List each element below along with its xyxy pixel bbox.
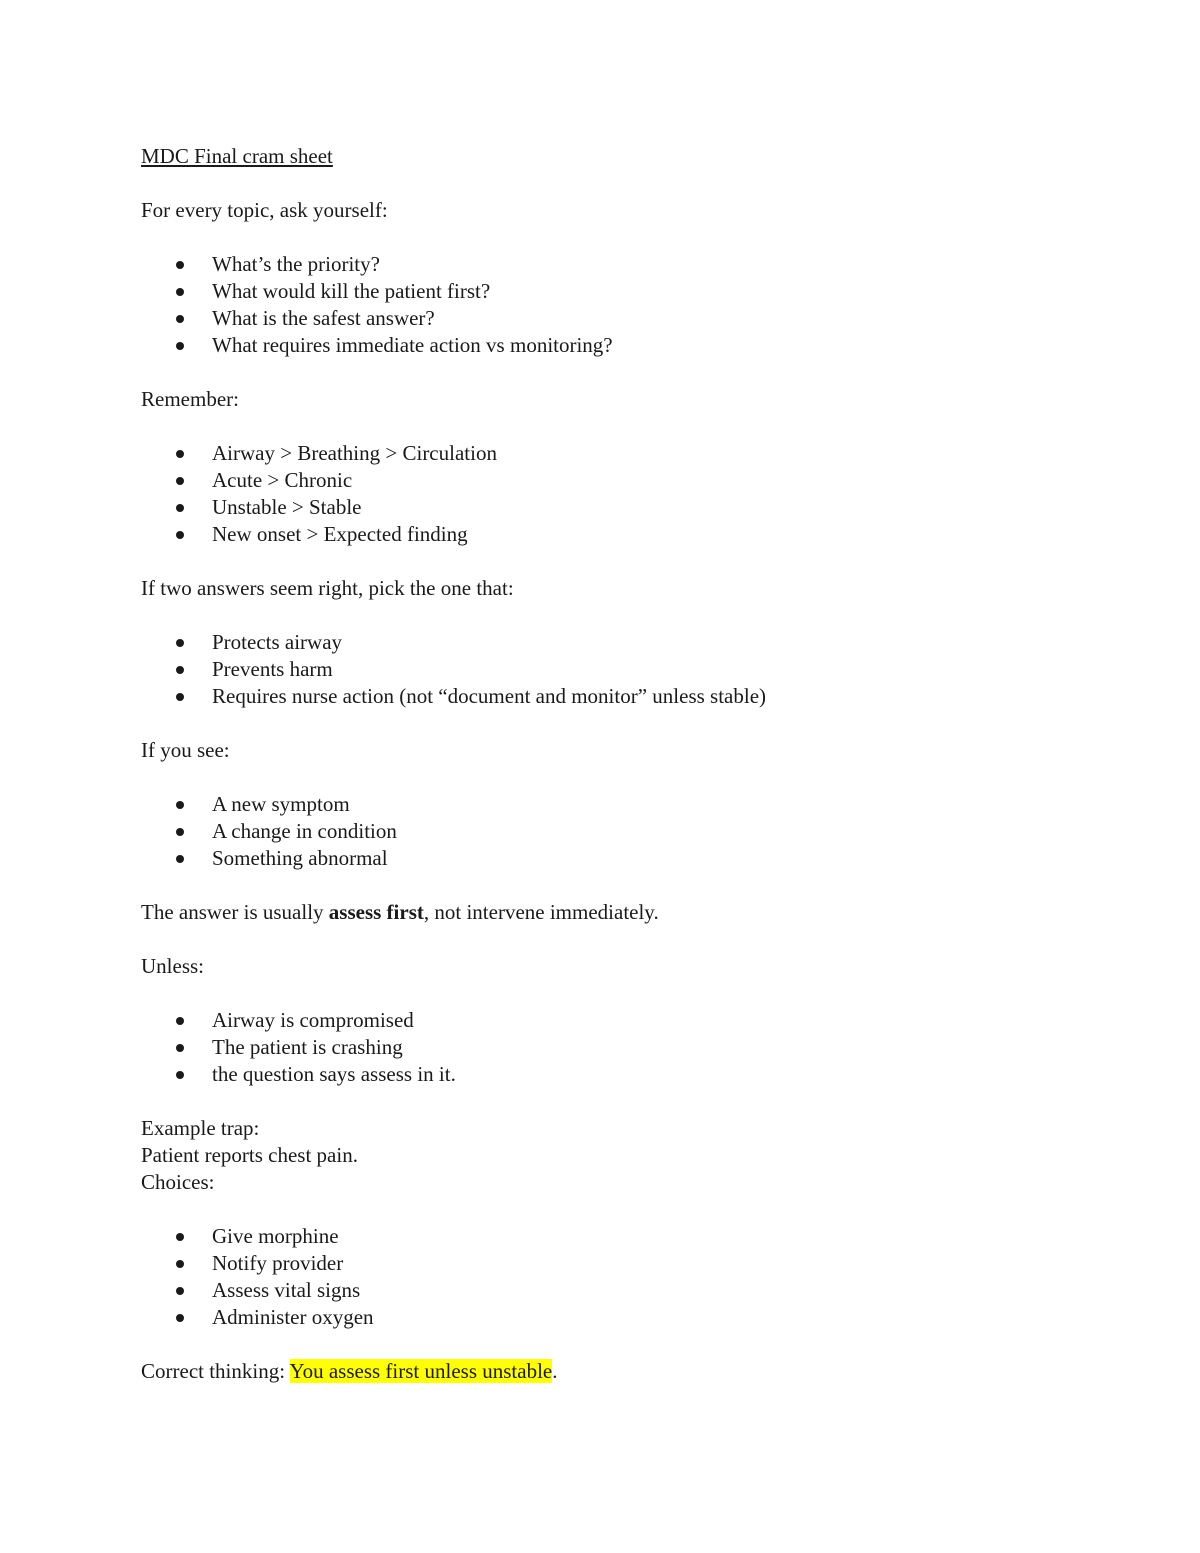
list-item xyxy=(141,1007,1101,1034)
list-item-text: A change in condition xyxy=(212,819,397,843)
bullet-icon xyxy=(176,450,184,458)
section-heading-unless: Unless: xyxy=(141,954,204,978)
list-item-text: the question says assess in it. xyxy=(212,1062,456,1086)
spacer xyxy=(141,548,1101,575)
list-item xyxy=(141,1061,1101,1088)
list-if-you-see xyxy=(141,791,1101,872)
section-heading-if-you-see: If you see: xyxy=(141,738,230,762)
spacer xyxy=(141,710,1101,737)
bullet-icon xyxy=(176,828,184,836)
list-item-text: What would kill the patient first? xyxy=(212,279,491,303)
bullet-icon xyxy=(176,504,184,512)
bullet-icon xyxy=(176,855,184,863)
list-item xyxy=(141,683,1101,710)
list-item-text: Something abnormal xyxy=(212,846,388,870)
list-item-text: A new symptom xyxy=(212,792,350,816)
list-two-answers xyxy=(141,629,1101,710)
bullet-icon xyxy=(176,342,184,350)
list-item xyxy=(141,845,1101,872)
list-item-text: Requires nurse action (not “document and monitor” unless stable) xyxy=(212,684,767,708)
list-item xyxy=(141,1304,1101,1331)
spacer xyxy=(141,224,1101,251)
bullet-icon xyxy=(176,666,184,674)
list-item-text: What requires immediate action vs monitoring? xyxy=(212,333,613,357)
spacer xyxy=(141,602,1101,629)
answer-text-after: , not intervene immediately. xyxy=(423,900,659,924)
spacer xyxy=(141,764,1101,791)
answer-line xyxy=(141,899,1101,926)
list-item-text: Unstable > Stable xyxy=(212,495,362,519)
example-scenario: Patient reports chest pain. xyxy=(141,1143,358,1167)
list-item xyxy=(141,629,1101,656)
bullet-icon xyxy=(176,261,184,269)
section-heading-remember: Remember: xyxy=(141,387,239,411)
bullet-icon xyxy=(176,1233,184,1241)
list-item xyxy=(141,818,1101,845)
list-item xyxy=(141,1034,1101,1061)
list-item-text: Assess vital signs xyxy=(212,1278,361,1302)
list-item-text: Airway is compromised xyxy=(212,1008,414,1032)
bullet-icon xyxy=(176,1287,184,1295)
section-heading-ask: For every topic, ask yourself: xyxy=(141,198,388,222)
answer-text-bold: assess first xyxy=(328,900,424,924)
document-page xyxy=(141,143,1101,1385)
correct-thinking-highlight: You assess first unless unstable xyxy=(289,1359,553,1383)
list-item xyxy=(141,494,1101,521)
correct-thinking-line xyxy=(141,1358,1101,1385)
list-item-text: Acute > Chronic xyxy=(212,468,353,492)
list-item xyxy=(141,332,1101,359)
list-item-text: What’s the priority? xyxy=(212,252,380,276)
list-item-text: The patient is crashing xyxy=(212,1035,403,1059)
list-item-text: Airway > Breathing > Circulation xyxy=(212,441,497,465)
list-item-text: New onset > Expected finding xyxy=(212,522,468,546)
list-item xyxy=(141,440,1101,467)
list-unless xyxy=(141,1007,1101,1088)
spacer xyxy=(141,980,1101,1007)
bullet-icon xyxy=(176,288,184,296)
spacer xyxy=(141,413,1101,440)
bullet-icon xyxy=(176,477,184,485)
list-item xyxy=(141,467,1101,494)
bullet-icon xyxy=(176,315,184,323)
list-item-text: What is the safest answer? xyxy=(212,306,435,330)
document-title: MDC Final cram sheet xyxy=(141,144,333,168)
example-choices-label: Choices: xyxy=(141,1170,215,1194)
list-item xyxy=(141,278,1101,305)
list-item xyxy=(141,791,1101,818)
list-item-text: Prevents harm xyxy=(212,657,333,681)
answer-text-before: The answer is usually xyxy=(141,900,329,924)
list-ask xyxy=(141,251,1101,359)
correct-thinking-after: . xyxy=(552,1359,558,1383)
spacer xyxy=(141,1331,1101,1358)
spacer xyxy=(141,926,1101,953)
list-item-text: Notify provider xyxy=(212,1251,344,1275)
bullet-icon xyxy=(176,693,184,701)
bullet-icon xyxy=(176,639,184,647)
bullet-icon xyxy=(176,531,184,539)
list-item-text: Administer oxygen xyxy=(212,1305,374,1329)
spacer xyxy=(141,872,1101,899)
spacer xyxy=(141,359,1101,386)
list-item xyxy=(141,1250,1101,1277)
correct-thinking-label: Correct thinking: xyxy=(141,1359,290,1383)
spacer xyxy=(141,1088,1101,1115)
list-item-text: Protects airway xyxy=(212,630,343,654)
bullet-icon xyxy=(176,1071,184,1079)
list-item-text: Give morphine xyxy=(212,1224,339,1248)
list-item xyxy=(141,656,1101,683)
spacer xyxy=(141,170,1101,197)
list-item xyxy=(141,1223,1101,1250)
bullet-icon xyxy=(176,1017,184,1025)
section-heading-two-answers: If two answers seem right, pick the one that: xyxy=(141,576,514,600)
list-item xyxy=(141,1277,1101,1304)
example-heading: Example trap: xyxy=(141,1116,260,1140)
spacer xyxy=(141,1196,1101,1223)
list-item xyxy=(141,521,1101,548)
bullet-icon xyxy=(176,1260,184,1268)
list-example-choices xyxy=(141,1223,1101,1331)
list-remember xyxy=(141,440,1101,548)
list-item xyxy=(141,305,1101,332)
list-item xyxy=(141,251,1101,278)
bullet-icon xyxy=(176,1314,184,1322)
bullet-icon xyxy=(176,1044,184,1052)
bullet-icon xyxy=(176,801,184,809)
